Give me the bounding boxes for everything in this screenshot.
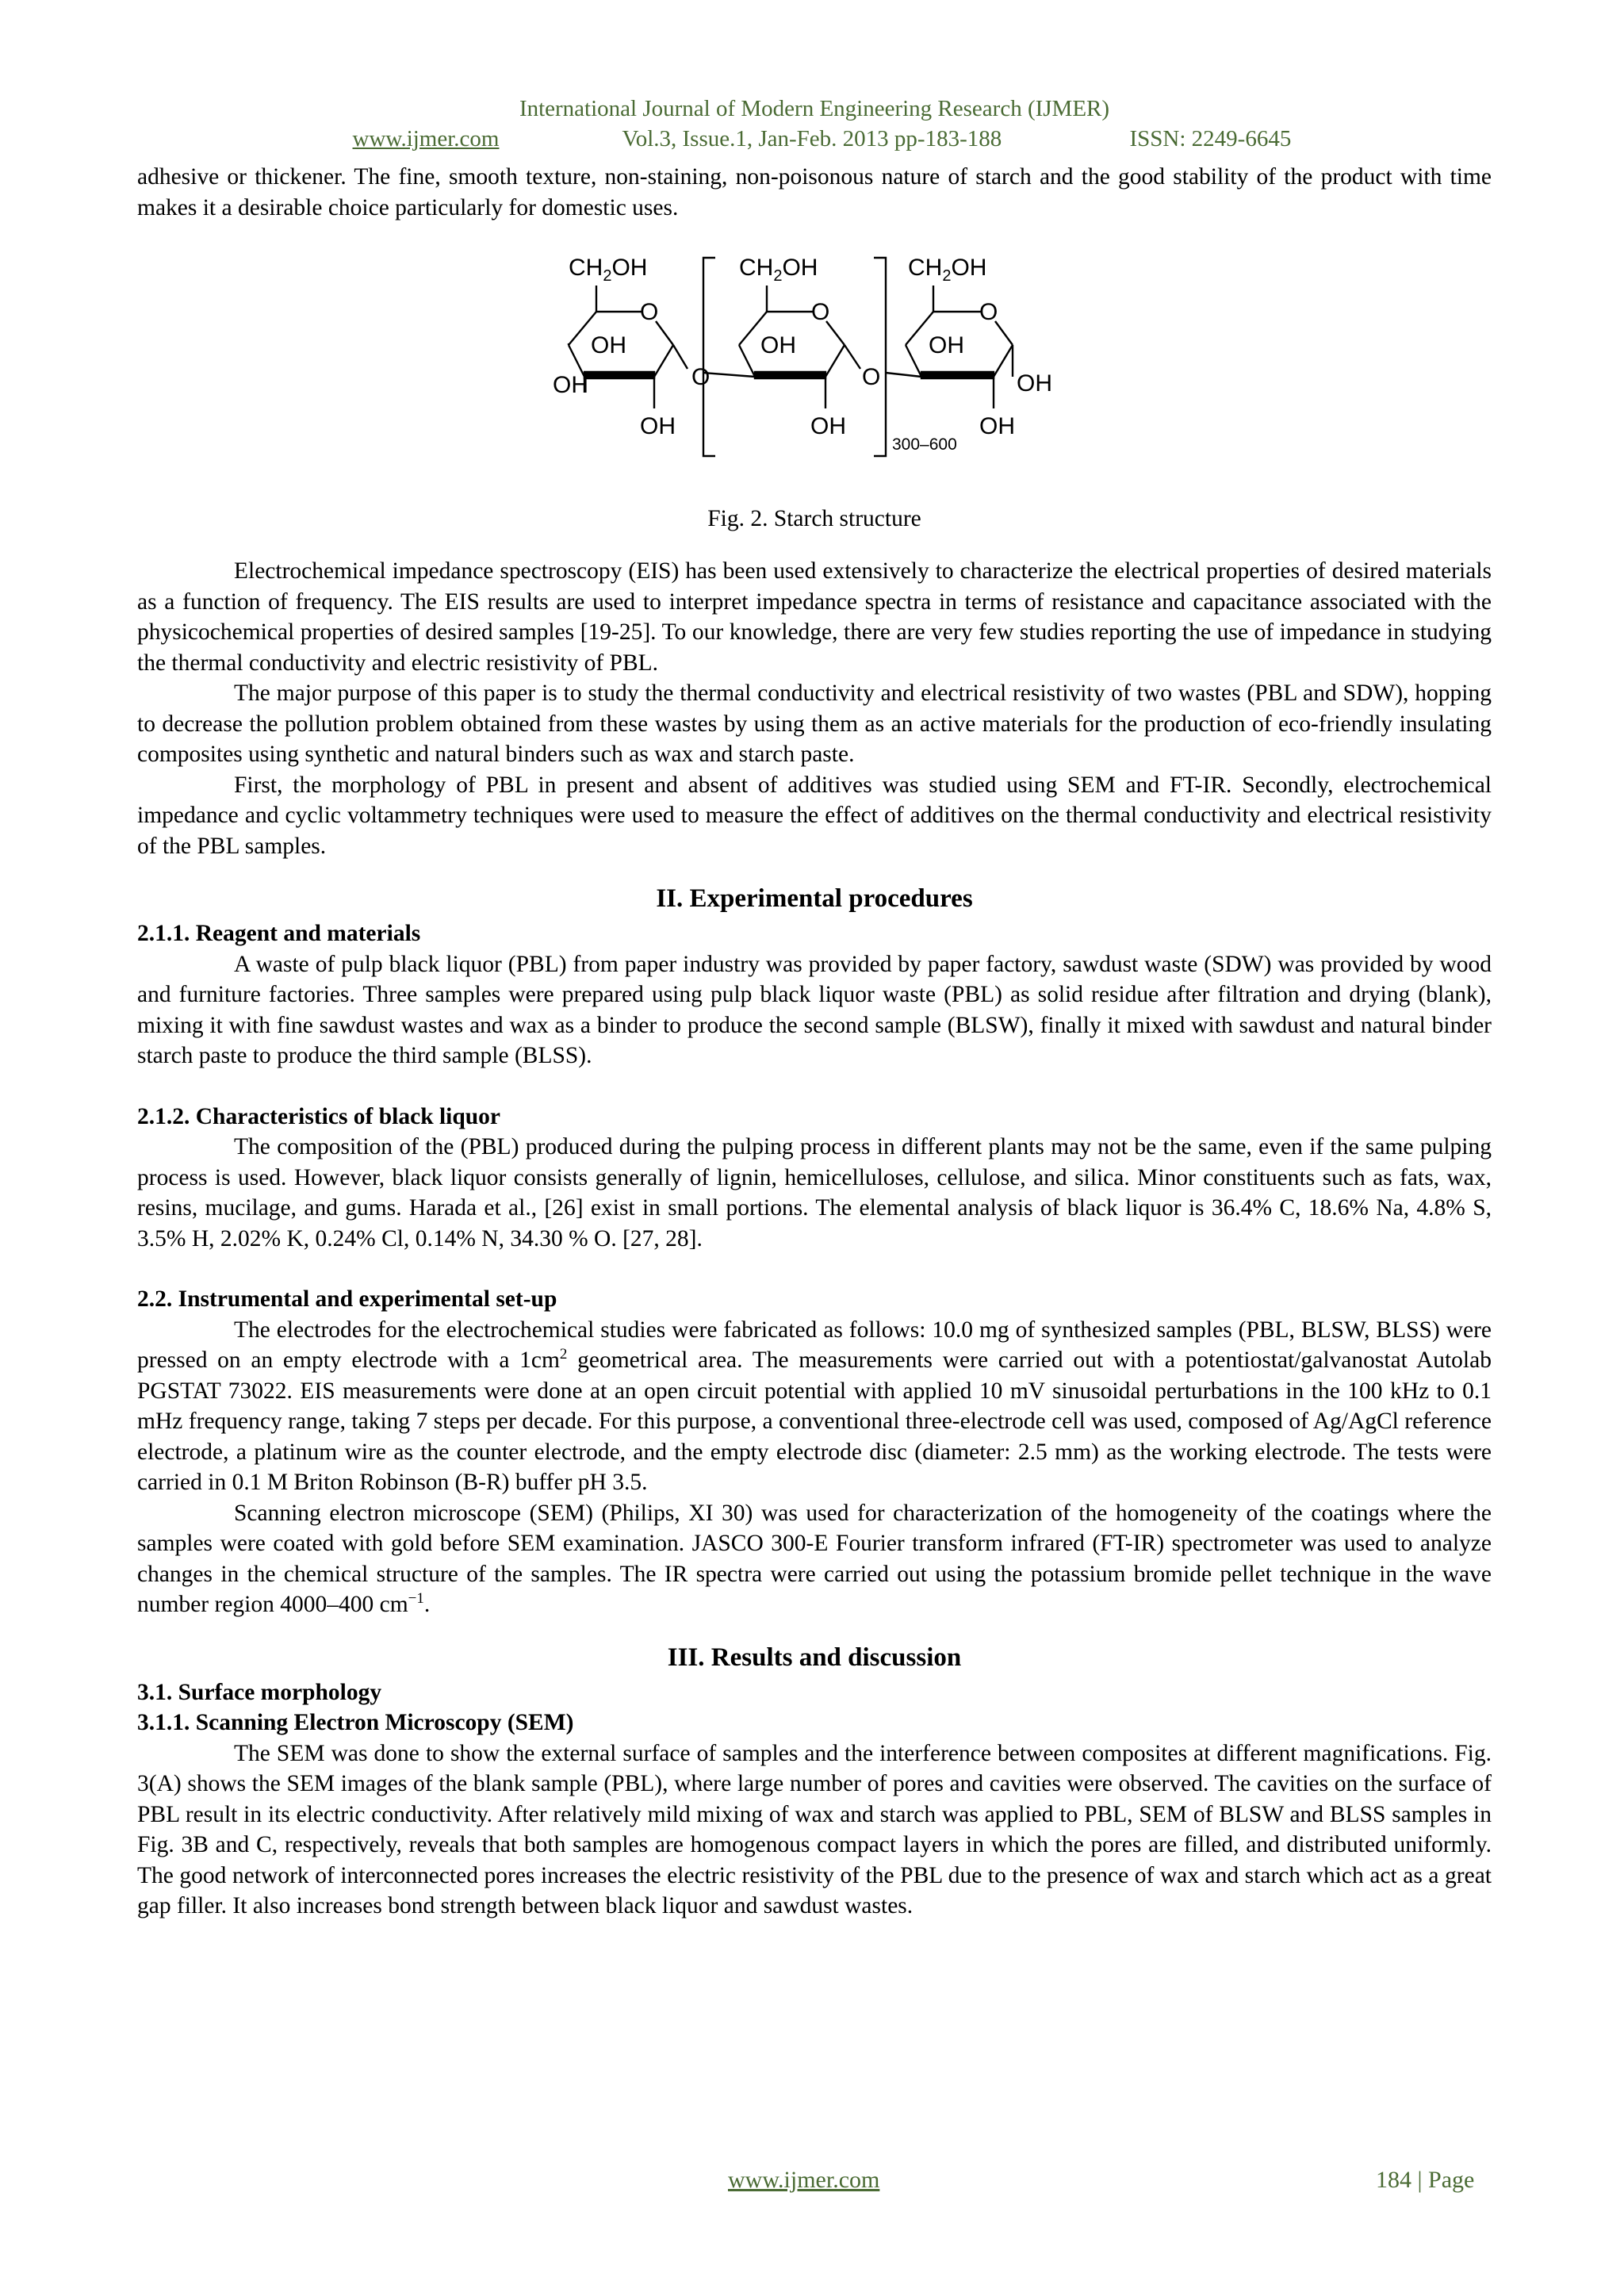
oh-label-3c: OH xyxy=(979,413,1015,439)
oh-label-3a: OH xyxy=(929,332,964,358)
subsection-heading-reagents: 2.1.1. Reagent and materials xyxy=(137,921,421,946)
page-body xyxy=(137,94,1492,1922)
header-volume: Vol.3, Issue.1, Jan-Feb. 2013 pp-183-188 xyxy=(622,126,1002,151)
header-issn: ISSN: 2249-6645 xyxy=(1129,126,1292,151)
ring-oxygen-3: O xyxy=(979,299,998,325)
journal-title: International Journal of Modern Engineering Research (IJMER) xyxy=(519,96,1110,121)
oh-label-1c: OH xyxy=(640,413,676,439)
eis-paragraph: Electrochemical impedance spectroscopy (EIS) has been used extensively to characterize the electrical properties of desired materials as a function of frequency. The EIS results are used to interpret impedance spectra in terms of resistance and capacitance associated with the physicochemical properties of desired samples [19-25]. To our knowledge, there are very few studies reporting the use of impedance in studying the thermal conductivity and electric resistivity of PBL. xyxy=(137,558,1492,676)
intro-paragraph: adhesive or thickener. The fine, smooth texture, non-staining, non-poisonous nature of starch and the good stability of the product with time makes it a desirable choice particularly for domestic uses. xyxy=(137,164,1492,220)
figure-caption: Fig. 2. Starch structure xyxy=(707,506,921,531)
glycosidic-oxygen-2: O xyxy=(862,364,881,390)
oh-label-3b: OH xyxy=(1017,370,1052,397)
oh-label-2c: OH xyxy=(810,413,846,439)
subsection-heading-setup: 2.2. Instrumental and experimental set-up xyxy=(137,1286,557,1312)
sem-ftir-paragraph: Scanning electron microscope (SEM) (Philips, XI 30) was used for characterization of the homogeneity of the coatings where the samples were coated with gold before SEM examination. JASCO 300-E Fourier transform infrared (FT-IR) spectrometer was used to analyze changes in the chemical structure of the samples. The IR spectra were carried out using the potassium bromide pellet technique in the wave number region 4000–400 $cm^{-1}$. xyxy=(137,1500,1492,1617)
section-heading-results: III. Results and discussion xyxy=(667,1642,962,1672)
glycosidic-oxygen-1: O xyxy=(691,364,710,390)
ring-oxygen-1: O xyxy=(640,299,659,325)
section-heading-experimental: II. Experimental procedures xyxy=(656,884,973,913)
first-paragraph: First, the morphology of PBL in present and absent of additives was studied using SEM and FT-IR. Secondly, electrochemical impedance and cyclic voltammetry techniques were used to measure the effect of additives on the thermal conductivity and electrical resistivity of the PBL samples. xyxy=(137,772,1492,859)
starch-structure-figure xyxy=(137,242,1492,472)
ch2oh-label-1: $CH_2OH$ xyxy=(569,255,648,285)
setup-paragraph: The electrodes for the electrochemical studies were fabricated as follows: 10.0 mg of synthesized samples (PBL, BLSW, BLSS) were pressed on an empty electrode with a $1cm^2$ geometrical area. The measurements were carried out with a potentiostat/galvanostat Autolab PGSTAT 73022. EIS measurements were done at an open circuit potential with applied 10 mV sinusoidal perturbations in the 100 kHz to 0.1 mHz frequency range, taking 7 steps per decade. For this purpose, a conventional three-electrode cell was used, composed of Ag/AgCl reference electrode, a platinum wire as the counter electrode, and the empty electrode disc (diameter: 2.5 mm) as the working electrode. The tests were carried in 0.1 M Briton Robinson (B-R) buffer pH 3.5. xyxy=(137,1317,1492,1495)
black-liquor-paragraph: The composition of the (PBL) produced during the pulping process in different plants may not be the same, even if the same pulping process is used. However, black liquor consists generally of lignin, hemicelluloses, cellulose, and silica. Minor constituents such as fats, wax, resins, mucilage, and gums. Harada et al., [26] exist in small portions. The elemental analysis of black liquor is 36.4% C, 18.6% Na, 4.8% S, 3.5% H, 2.02% K, 0.24% Cl, 0.14% N, 34.30 % O. [27, 28]. xyxy=(137,1134,1492,1251)
journal-info-row xyxy=(137,124,1492,154)
ch2oh-label-2: $CH_2OH$ xyxy=(739,255,818,285)
sem-results-paragraph: The SEM was done to show the external surface of samples and the interference between composites at different magnifications. Fig. 3(A) shows the SEM images of the blank sample (PBL), where large number of pores and cavities were observed. The cavities on the surface of PBL result in its electric conductivity. After relatively mild mixing of wax and starch was applied to PBL, SEM of BLSW and BLSS samples in Fig. 3B and C, respectively, reveals that both samples are homogenous compact layers in which the pores are filled, and distributed uniformly. The good network of interconnected pores increases the electric resistivity of the PBL due to the presence of wax and starch which act as a great gap filler. It also increases bond strength between black liquor and sawdust wastes. xyxy=(137,1740,1492,1918)
purpose-paragraph: The major purpose of this paper is to study the thermal conductivity and electrical resistivity of two wastes (PBL and SDW), hopping to decrease the pollution problem obtained from these wastes by using them as an active materials for the production of eco-friendly insulating composites using synthetic and natural binders such as wax and starch paste. xyxy=(137,680,1492,767)
footer-website-link[interactable]: www.ijmer.com xyxy=(728,2167,880,2193)
page-number: 184 | Page xyxy=(1376,2167,1475,2193)
starch-structure-diagram xyxy=(553,242,1076,472)
oh-label-1a: OH xyxy=(591,332,626,358)
subsection-heading-surface: 3.1. Surface morphology xyxy=(137,1679,382,1705)
subsection-heading-sem: 3.1.1. Scanning Electron Microscopy (SEM) xyxy=(137,1710,574,1735)
ring-oxygen-2: O xyxy=(811,299,830,325)
oh-label-1b: OH xyxy=(553,372,588,398)
repeat-unit-label: 300–600 xyxy=(892,435,957,454)
header-website-link[interactable]: www.ijmer.com xyxy=(352,126,500,151)
ch2oh-label-3: $CH_2OH$ xyxy=(908,255,987,285)
subsection-heading-black-liquor: 2.1.2. Characteristics of black liquor xyxy=(137,1103,501,1129)
reagents-paragraph: A waste of pulp black liquor (PBL) from paper industry was provided by paper factory, sawdust waste (SDW) was provided by wood and furniture factories. Three samples were prepared using pulp black liquor waste (PBL) as solid residue after filtration and drying (blank), mixing it with fine sawdust wastes and wax as a binder to produce the second sample (BLSW), finally it mixed with sawdust and natural binder starch paste to produce the third sample (BLSS). xyxy=(137,951,1492,1068)
oh-label-2a: OH xyxy=(760,332,796,358)
